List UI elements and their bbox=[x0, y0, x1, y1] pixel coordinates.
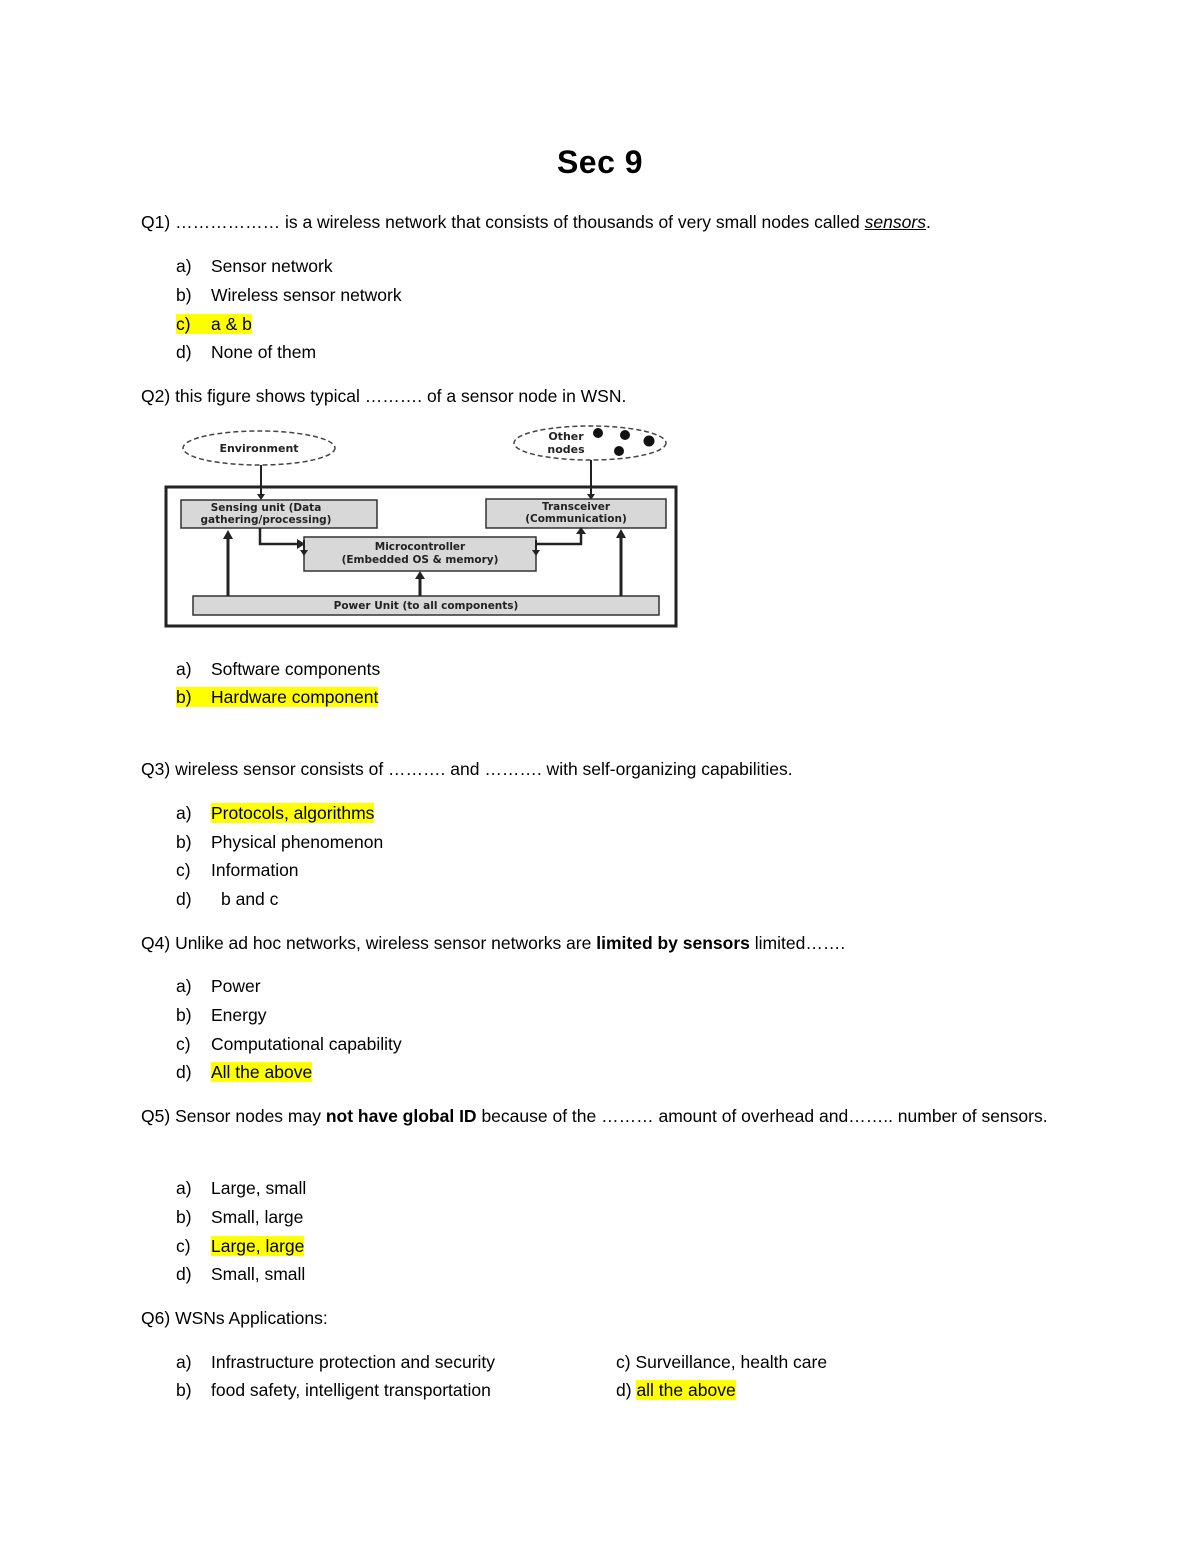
question-text-after: because of the ……… amount of overhead and…….. number of sensors. bbox=[481, 1106, 1048, 1126]
option-letter: c) bbox=[176, 860, 191, 880]
option-letter: a) bbox=[176, 256, 192, 276]
option-letter: c) bbox=[176, 314, 191, 334]
environment-label: Environment bbox=[219, 442, 299, 455]
q4-option-a bbox=[176, 972, 261, 1000]
q3-option-b bbox=[176, 828, 383, 856]
option-letter: c) bbox=[616, 1352, 631, 1372]
option-letter: b) bbox=[176, 1380, 192, 1400]
q5-option-d bbox=[176, 1260, 305, 1288]
node-dot bbox=[614, 446, 624, 456]
question-label: Q3) bbox=[141, 759, 171, 779]
option-text: Sensor network bbox=[211, 256, 333, 276]
option-letter: d) bbox=[176, 342, 192, 362]
q4-option-d bbox=[176, 1058, 312, 1086]
transceiver-label-2: (Communication) bbox=[525, 513, 627, 525]
q5-option-a bbox=[176, 1174, 306, 1202]
question-text-after: limited……. bbox=[754, 933, 846, 953]
node-dot bbox=[644, 436, 655, 447]
other-nodes-label-1: Other bbox=[548, 430, 584, 443]
q3-option-c bbox=[176, 856, 299, 884]
power-unit-label: Power Unit (to all components) bbox=[333, 600, 519, 612]
question-label: Q1) bbox=[141, 212, 171, 232]
option-letter: a) bbox=[176, 803, 192, 823]
q4-option-c bbox=[176, 1030, 402, 1058]
option-text: Surveillance, health care bbox=[635, 1352, 828, 1372]
sensing-unit-label-2: gathering/processing) bbox=[200, 514, 332, 526]
q6-option-b bbox=[176, 1376, 491, 1404]
question-bold: not have global ID bbox=[325, 1106, 477, 1126]
option-text: Physical phenomenon bbox=[211, 832, 384, 852]
q5-option-b bbox=[176, 1203, 303, 1231]
option-text: Small, small bbox=[211, 1264, 306, 1284]
option-text: Large, small bbox=[211, 1178, 307, 1198]
q1-option-c bbox=[176, 310, 252, 338]
q5-option-c bbox=[176, 1232, 304, 1260]
option-letter: c) bbox=[176, 1236, 191, 1256]
question-4 bbox=[141, 929, 1071, 957]
question-label: Q5) bbox=[141, 1106, 171, 1126]
question-text: is a wireless network that consists of thousands of very small nodes called bbox=[284, 212, 860, 232]
question-label: Q4) bbox=[141, 933, 171, 953]
q2-option-b bbox=[176, 683, 378, 711]
question-2 bbox=[141, 382, 1071, 410]
microcontroller-label-1: Microcontroller bbox=[374, 541, 466, 553]
question-5 bbox=[141, 1102, 1071, 1130]
question-end: . bbox=[925, 212, 931, 232]
option-text-highlighted: Protocols, algorithms bbox=[211, 803, 375, 823]
question-text: wireless sensor consists of ………. and ………. with self-organizing capabilities. bbox=[175, 759, 793, 779]
option-text: Power bbox=[211, 976, 261, 996]
q6-option-d bbox=[616, 1376, 736, 1404]
q3-option-a bbox=[176, 799, 374, 827]
microcontroller-label-2: (Embedded OS & memory) bbox=[341, 554, 499, 566]
option-text: Software components bbox=[211, 659, 381, 679]
question-label: Q2) bbox=[141, 386, 171, 406]
option-letter: b) bbox=[176, 1207, 192, 1227]
page-title: Sec 9 bbox=[556, 144, 644, 180]
sensor-node-diagram bbox=[160, 424, 684, 636]
option-letter: b) bbox=[176, 1005, 192, 1025]
option-text-highlighted: a & b bbox=[211, 314, 252, 334]
option-letter: c) bbox=[176, 1034, 191, 1054]
other-nodes-label-2: nodes bbox=[547, 443, 585, 456]
option-text: Computational capability bbox=[211, 1034, 402, 1054]
option-text: b and c bbox=[221, 889, 279, 909]
q6-option-a bbox=[176, 1348, 495, 1376]
option-text-highlighted: Hardware component bbox=[211, 687, 379, 707]
question-1 bbox=[141, 208, 1071, 236]
option-text: Small, large bbox=[211, 1207, 304, 1227]
option-letter: d) bbox=[176, 889, 192, 909]
question-6 bbox=[141, 1304, 1071, 1332]
option-text-highlighted: all the above bbox=[636, 1380, 736, 1400]
option-letter: a) bbox=[176, 1352, 192, 1372]
other-nodes-ellipse bbox=[514, 426, 666, 460]
option-letter: b) bbox=[176, 285, 192, 305]
question-text: Unlike ad hoc networks, wireless sensor networks are bbox=[175, 933, 592, 953]
q4-option-b bbox=[176, 1001, 266, 1029]
question-text: this figure shows typical ………. of a sensor node in WSN. bbox=[175, 386, 627, 406]
q2-option-a bbox=[176, 655, 380, 683]
option-letter: a) bbox=[176, 659, 192, 679]
option-letter: d) bbox=[176, 1062, 192, 1082]
question-term: sensors bbox=[864, 212, 926, 232]
option-text: None of them bbox=[211, 342, 317, 362]
question-text: WSNs Applications: bbox=[175, 1308, 328, 1328]
q1-option-b bbox=[176, 281, 402, 309]
question-bold: limited by sensors bbox=[596, 933, 750, 953]
question-3 bbox=[141, 755, 1071, 783]
q1-option-d bbox=[176, 338, 316, 366]
q3-option-d bbox=[176, 885, 278, 913]
option-text-highlighted: All the above bbox=[211, 1062, 313, 1082]
option-letter: a) bbox=[176, 1178, 192, 1198]
option-text-highlighted: Large, large bbox=[211, 1236, 305, 1256]
option-letter: d) bbox=[176, 1264, 192, 1284]
option-text: food safety, intelligent transportation bbox=[211, 1380, 491, 1400]
question-label: Q6) bbox=[141, 1308, 171, 1328]
q1-option-a bbox=[176, 252, 333, 280]
option-text: Infrastructure protection and security bbox=[211, 1352, 496, 1372]
option-letter: b) bbox=[176, 832, 192, 852]
option-letter: d) bbox=[616, 1380, 632, 1400]
node-dot bbox=[593, 428, 603, 438]
question-blank: ……………… bbox=[175, 212, 281, 232]
option-text: Wireless sensor network bbox=[211, 285, 402, 305]
option-text: Energy bbox=[211, 1005, 267, 1025]
sensing-unit-label-1: Sensing unit (Data bbox=[210, 502, 322, 514]
option-letter: b) bbox=[176, 687, 192, 707]
question-text: Sensor nodes may bbox=[175, 1106, 321, 1126]
option-letter: a) bbox=[176, 976, 192, 996]
option-text: Information bbox=[211, 860, 299, 880]
q6-option-c bbox=[616, 1348, 827, 1376]
node-dot bbox=[620, 430, 630, 440]
transceiver-label-1: Transceiver bbox=[541, 501, 611, 513]
